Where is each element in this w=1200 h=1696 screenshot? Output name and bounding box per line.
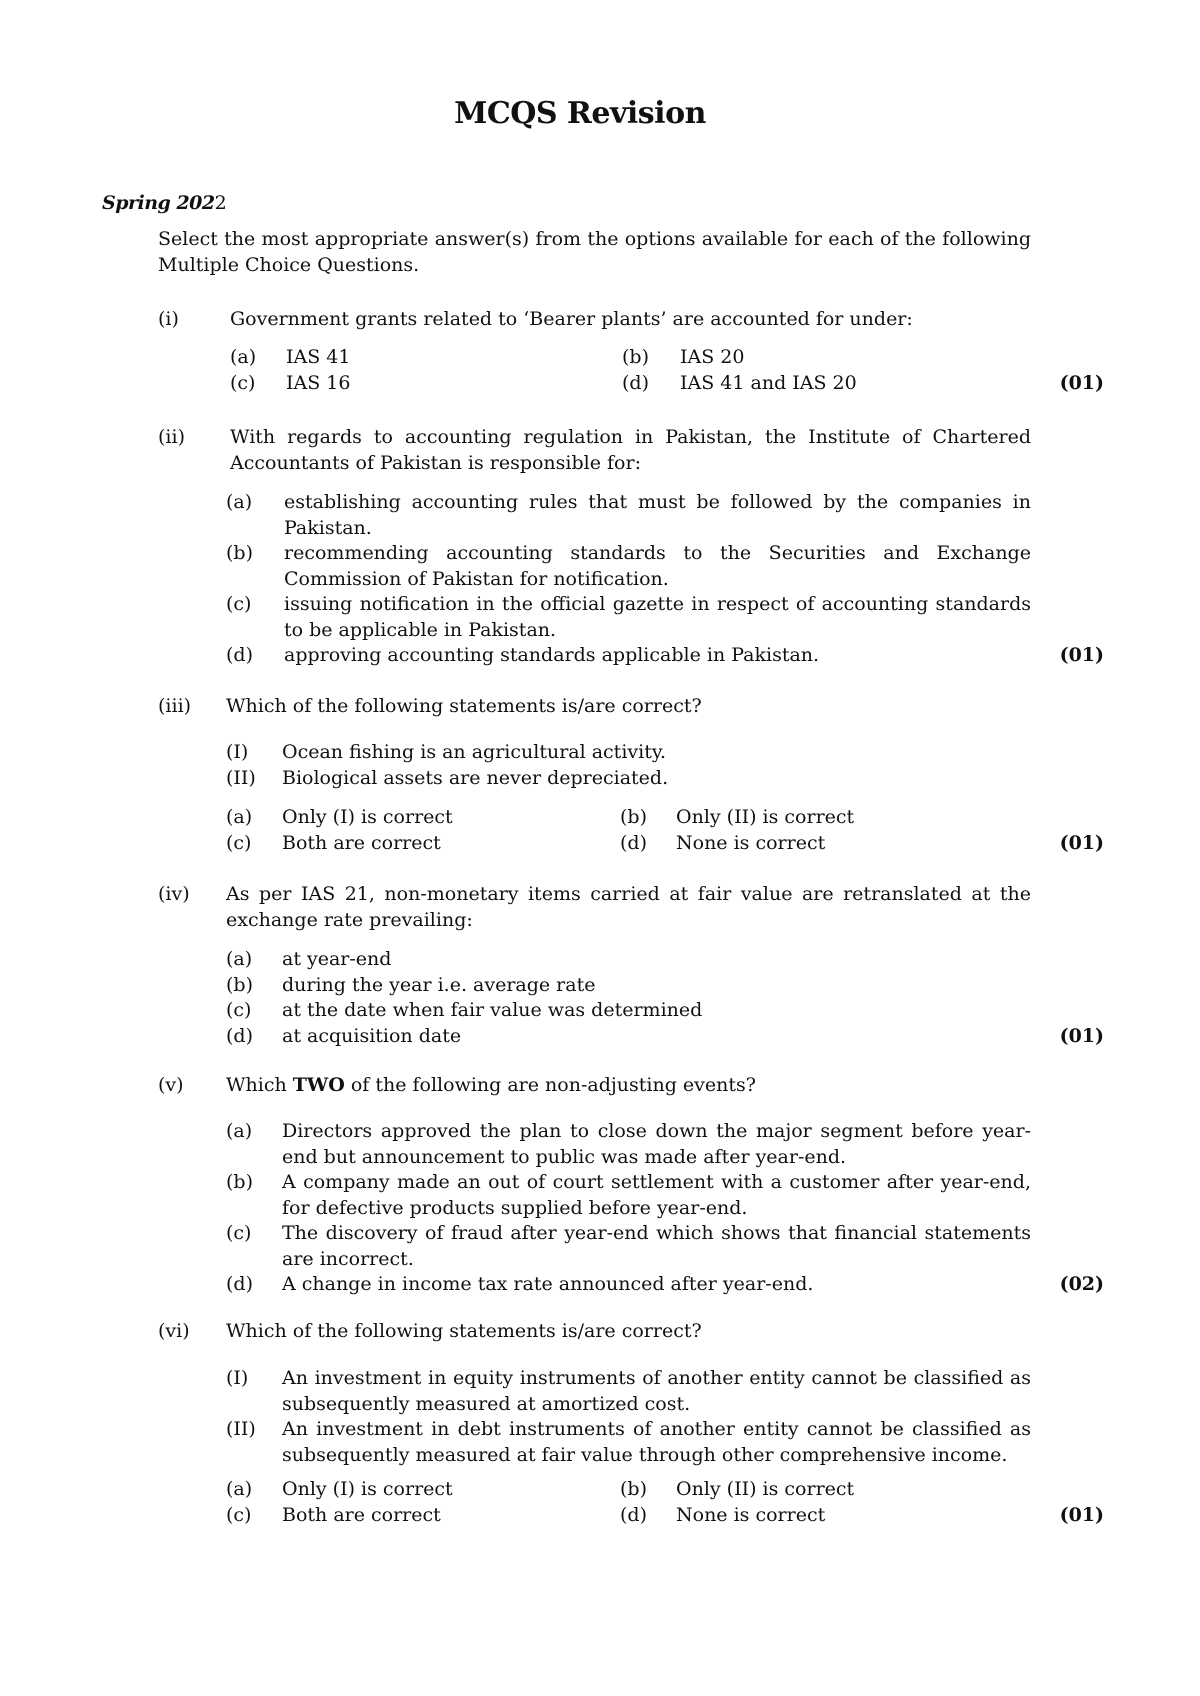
option-label: (c): [226, 1504, 252, 1526]
question-stem: Which of the following statements is/are correct?: [226, 1320, 702, 1342]
option-label: (d): [622, 372, 649, 394]
option-text: Only (I) is correct: [282, 1478, 453, 1500]
option-label: (a): [226, 491, 253, 513]
option-text: IAS 41 and IAS 20: [680, 372, 857, 394]
question-number: (iv): [158, 883, 190, 905]
option-label: (c): [230, 372, 256, 394]
option-label: (d): [226, 1273, 253, 1295]
statement-text: Ocean fishing is an agricultural activity.: [282, 741, 667, 763]
session-label: Spring 202: [102, 192, 215, 214]
statement-text: An investment in debt instruments of another entity cannot be classified as subsequently measured at fair value through other comprehensive income.: [282, 1418, 1031, 1466]
statement-label: (II): [226, 1418, 256, 1440]
option-text: Only (II) is correct: [676, 1478, 855, 1500]
question-stem: Government grants related to ‘Bearer plants’ are accounted for under:: [230, 308, 913, 330]
marks-label: (01): [1059, 644, 1104, 666]
option-label: (a): [226, 806, 253, 828]
option-text: A change in income tax rate announced after year-end.: [282, 1273, 814, 1295]
statement-text: Biological assets are never depreciated.: [282, 767, 669, 789]
option-text: IAS 41: [286, 346, 351, 368]
option-row: [0, 344, 1200, 370]
option-label: (b): [226, 974, 253, 996]
option-label: (b): [226, 542, 253, 564]
session-heading: [102, 190, 226, 216]
option-label: (b): [620, 806, 647, 828]
option-text: approving accounting standards applicable in Pakistan.: [284, 644, 820, 666]
option-text: Both are correct: [282, 1504, 441, 1526]
option-text: recommending accounting standards to the Securities and Exchange Commission of Pakistan for notification.: [284, 542, 1031, 590]
option-text: Both are correct: [282, 832, 441, 854]
option-label: (c): [226, 999, 252, 1021]
option-text: at the date when fair value was determined: [282, 999, 703, 1021]
option-label: (a): [230, 346, 257, 368]
option-label: (d): [226, 1025, 253, 1047]
statement-text: An investment in equity instruments of another entity cannot be classified as subsequently measured at amortized cost.: [282, 1367, 1031, 1415]
option-label: (d): [620, 832, 647, 854]
question-number: (v): [158, 1074, 184, 1096]
option-label: (b): [226, 1171, 253, 1193]
option-row: [0, 804, 1200, 830]
marks-label: (02): [1059, 1273, 1104, 1295]
option-label: (a): [226, 1478, 253, 1500]
option-label: (c): [226, 832, 252, 854]
marks-label: (01): [1059, 372, 1104, 394]
option-row: [0, 1476, 1200, 1502]
question-stem-part: Which: [226, 1074, 293, 1096]
option-row: [0, 370, 1200, 396]
option-label: (a): [226, 1120, 253, 1142]
question-stem: Which of the following statements is/are correct?: [226, 695, 702, 717]
option-text: A company made an out of court settlement with a customer after year-end, for defective products supplied before year-end.: [282, 1171, 1031, 1219]
statement-label: (I): [226, 1367, 249, 1389]
option-label: (b): [620, 1478, 647, 1500]
option-label: (c): [226, 593, 252, 615]
option-text: None is correct: [676, 832, 826, 854]
option-label: (c): [226, 1222, 252, 1244]
option-text: at year-end: [282, 948, 392, 970]
statement-label: (I): [226, 741, 249, 763]
marks-label: (01): [1059, 832, 1104, 854]
option-text: at acquisition date: [282, 1025, 462, 1047]
question-number: (i): [158, 308, 179, 330]
marks-label: (01): [1059, 1504, 1104, 1526]
session-label-tail: 2: [214, 192, 227, 214]
marks-label: (01): [1059, 1025, 1104, 1047]
option-text: establishing accounting rules that must be followed by the companies in Pakistan.: [284, 491, 1031, 539]
page-title: MCQS Revision: [454, 96, 706, 131]
option-row: [0, 830, 1200, 856]
statement-label: (II): [226, 767, 256, 789]
option-label: (d): [620, 1504, 647, 1526]
option-text: during the year i.e. average rate: [282, 974, 596, 996]
option-text: None is correct: [676, 1504, 826, 1526]
option-text: The discovery of fraud after year-end which shows that financial statements are incorrect.: [282, 1222, 1031, 1270]
option-label: (d): [226, 644, 253, 666]
question-stem-emphasis: TWO: [292, 1074, 345, 1096]
option-text: issuing notification in the official gazette in respect of accounting standards to be applicable in Pakistan.: [284, 593, 1031, 641]
question-stem-part: of the following are non-adjusting events?: [344, 1074, 756, 1096]
option-text: Only (II) is correct: [676, 806, 855, 828]
question-number: (ii): [158, 426, 185, 448]
question-stem: As per IAS 21, non-monetary items carried at fair value are retranslated at the exchange rate prevailing:: [226, 883, 1031, 931]
option-text: Only (I) is correct: [282, 806, 453, 828]
option-label: (b): [622, 346, 649, 368]
question-number: (vi): [158, 1320, 190, 1342]
instruction-text: Select the most appropriate answer(s) from the options available for each of the following Multiple Choice Questions.: [158, 228, 1031, 276]
option-label: (a): [226, 948, 253, 970]
option-text: Directors approved the plan to close down the major segment before year-end but announcement to public was made after year-end.: [282, 1120, 1031, 1168]
option-text: IAS 20: [680, 346, 745, 368]
question-stem: With regards to accounting regulation in Pakistan, the Institute of Chartered Accountants of Pakistan is responsible for:: [230, 426, 1031, 474]
question-stem: [226, 1072, 1027, 1098]
option-text: IAS 16: [286, 372, 351, 394]
question-number: (iii): [158, 695, 192, 717]
option-row: [0, 1502, 1200, 1528]
